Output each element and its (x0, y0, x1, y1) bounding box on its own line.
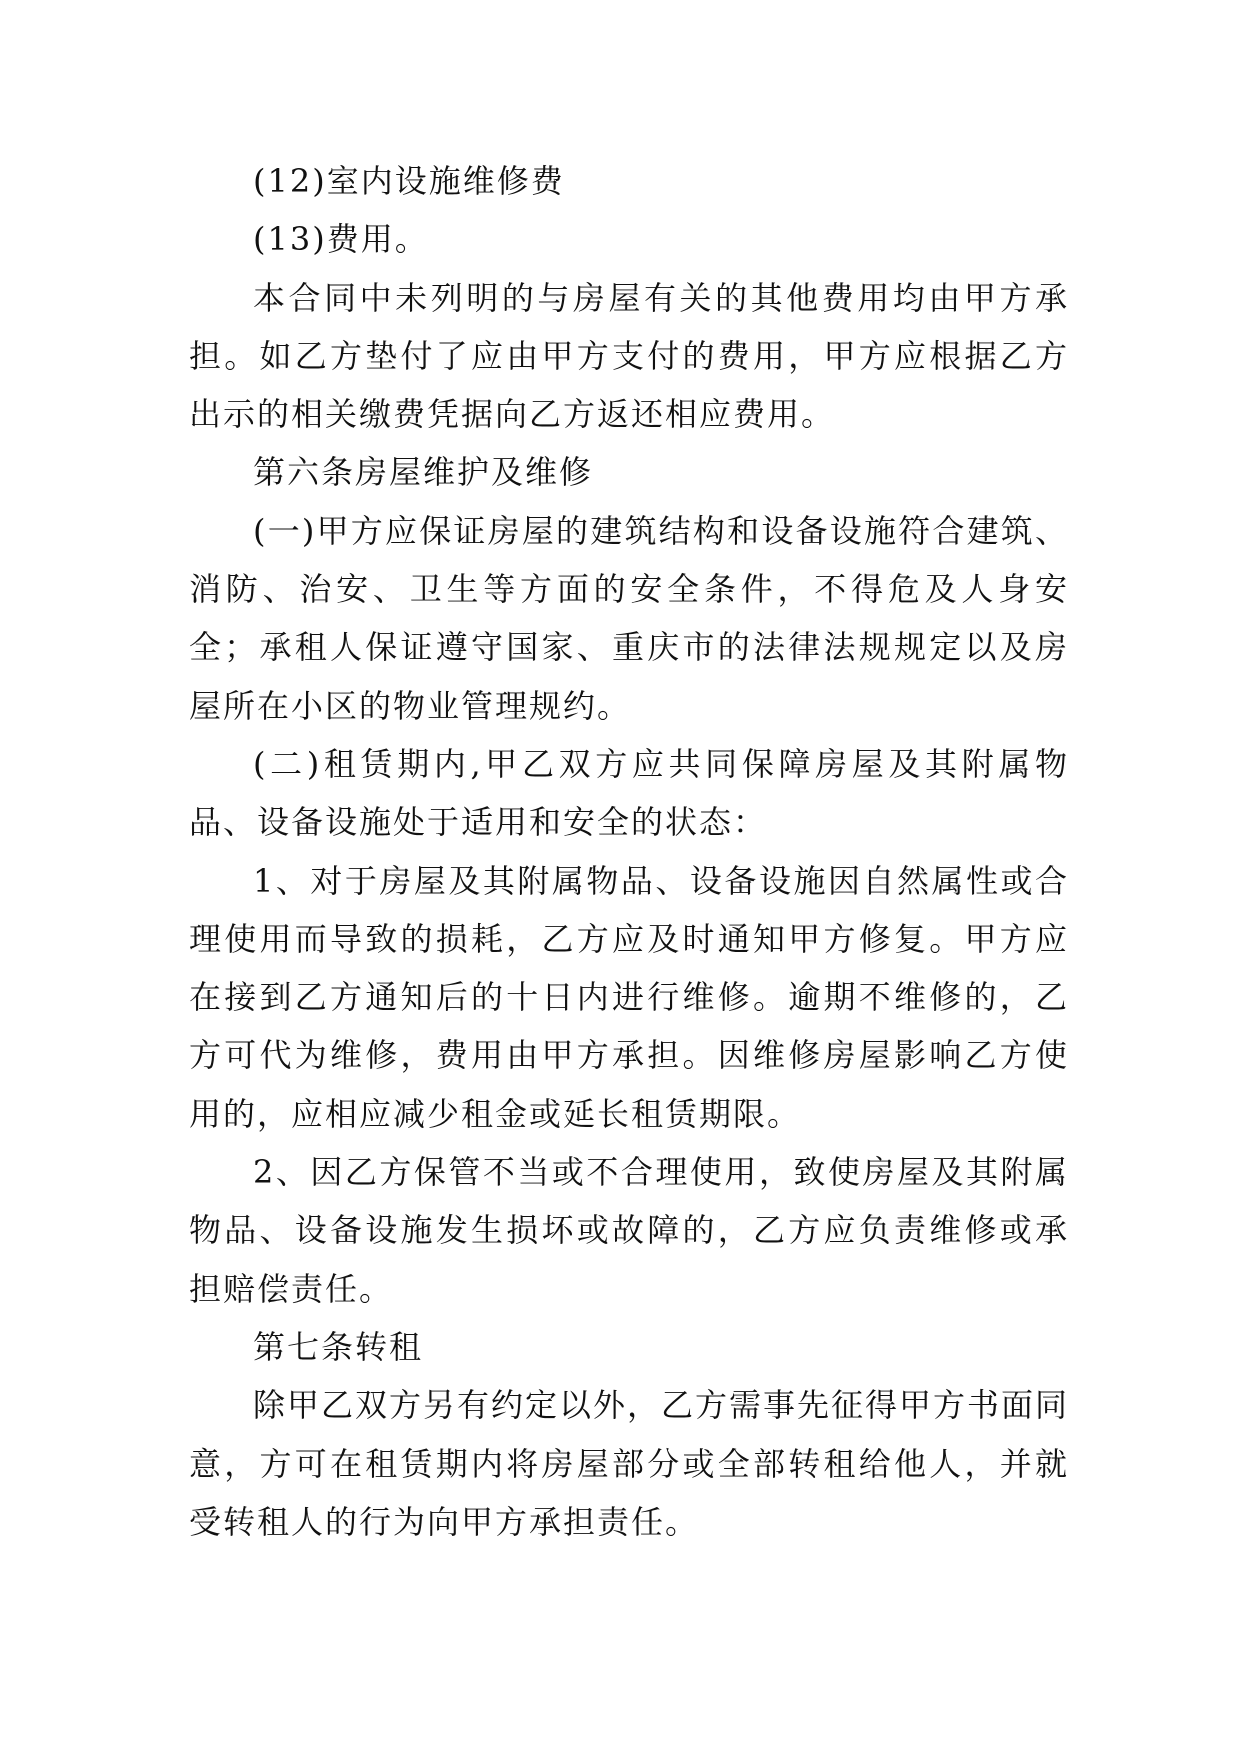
paragraph-article-6-item-1: 1、对于房屋及其附属物品、设备设施因自然属性或合理使用而导致的损耗，乙方应及时通知甲方修复。甲方应在接到乙方通知后的十日内进行维修。逾期不维修的，乙方可代为维修，费用由甲方承担。因维修房屋影响乙方使用的，应相应减少租金或延长租赁期限。 (189, 861, 1069, 1133)
paragraph-article-7-sublease: 除甲乙双方另有约定以外，乙方需事先征得甲方书面同意，方可在租赁期内将房屋部分或全部转租给他人，并就受转租人的行为向甲方承担责任。 (189, 1386, 1070, 1541)
paragraph-article-6-clause-2: (二)租赁期内,甲乙双方应共同保障房屋及其附属物品、设备设施处于适用和安全的状态： (189, 744, 1069, 842)
paragraph-item-12: (12)室内设施维修费 (253, 162, 565, 200)
document-body (189, 152, 1069, 1551)
paragraph-other-fees: 本合同中未列明的与房屋有关的其他费用均由甲方承担。如乙方垫付了应由甲方支付的费用，甲方应根据乙方出示的相关缴费凭据向乙方返还相应费用。 (189, 278, 1069, 434)
paragraph-item-13: (13)费用。 (253, 220, 429, 259)
section-heading-article-6: 第六条房屋维护及维修 (253, 453, 594, 492)
paragraph-article-6-item-2: 2、因乙方保管不当或不合理使用，致使房屋及其附属物品、设备设施发生损坏或故障的，乙方应负责维修或承担赔偿责任。 (189, 1153, 1069, 1308)
section-heading-article-7: 第七条转租 (253, 1327, 424, 1366)
paragraph-article-6-clause-1: (一)甲方应保证房屋的建筑结构和设备设施符合建筑、消防、治安、卫生等方面的安全条件，不得危及人身安全；承租人保证遵守国家、重庆市的法律法规规定以及房屋所在小区的物业管理规约。 (189, 511, 1069, 725)
